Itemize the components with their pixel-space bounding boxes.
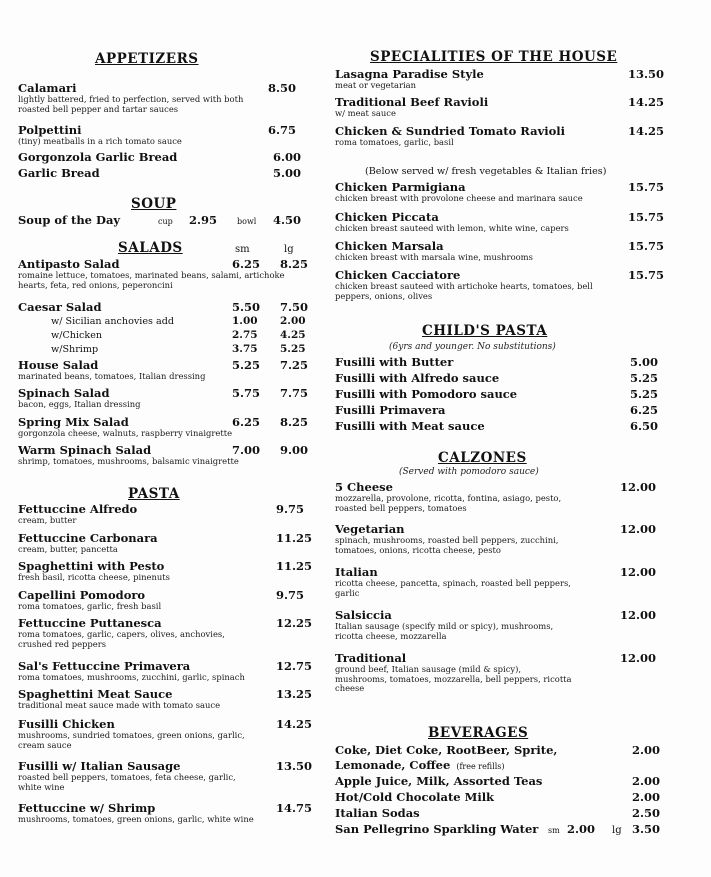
salad-item [18,329,310,342]
item-description: Italian sausage (specify mild or spicy), mushrooms, ricotta cheese, mozzarella [335,621,554,641]
calzone-item [335,523,665,555]
bowl-price: 4.50 [273,213,302,227]
item-price: 14.25 [628,124,665,138]
pasta-item [18,559,313,583]
salad-name: Spring Mix Salad [18,415,129,429]
childs-name: Fusilli with Pomodoro sauce [335,387,518,401]
beverage-name: San Pellegrino Sparkling Water [335,822,539,836]
childs-price: 6.50 [630,419,659,433]
salad-price-lg: 2.00 [280,315,306,327]
beverage-item [335,807,665,820]
childs-item [335,404,665,417]
beverage-name: Italian Sodas [335,806,420,820]
calzones-title: CALZONES [438,450,527,466]
item-price: 13.50 [276,759,313,773]
item-price: 12.00 [620,651,657,665]
salad-price-sm: 3.75 [232,343,258,355]
item-description: cream, butter, pancetta [18,544,118,554]
beverage-item [335,823,665,836]
item-description: spinach, mushrooms, roasted bell peppers, zucchini, tomatoes, onions, ricotta cheese, pesto [335,535,559,555]
item-name: Italian [335,565,378,579]
speciality-item [335,68,665,91]
soup-name: Soup of the Day [18,213,121,227]
childs-item [335,372,665,385]
item-name: Sal's Fettuccine Primavera [18,659,191,673]
pasta-item [18,531,313,555]
salad-price-lg: 7.75 [280,386,309,400]
item-price: 14.25 [628,95,665,109]
item-name: Garlic Bread [18,166,100,180]
item-description: ground beef, Italian sausage (mild & spicy), mushrooms, tomatoes, mozzarella, bell peppers, ricotta cheese [335,664,572,694]
pasta-item [18,659,313,683]
salad-item [18,258,310,290]
sm-header: sm [235,244,250,255]
salad-item [18,416,310,439]
beverage-item [335,775,665,788]
item-name: Chicken Parmigiana [335,180,466,194]
beverage-name: Lemonade, Coffee (free refills) [335,758,505,772]
item-name: Gorgonzola Garlic Bread [18,150,178,164]
item-price: 14.75 [276,801,313,815]
item-name: Salsiccia [335,608,392,622]
item-price: 9.75 [276,588,305,602]
chicken-item [335,211,665,234]
salad-item [18,387,310,410]
appetizer-item [18,151,310,164]
item-price: 15.75 [628,268,665,282]
item-name: Traditional Beef Ravioli [335,95,489,109]
item-price: 6.75 [268,123,297,137]
salad-description: marinated beans, tomatoes, Italian dressing [18,371,206,381]
salad-item [18,301,310,314]
calzone-item [335,609,665,641]
item-description: mushrooms, sundried tomatoes, green onions, garlic, cream sauce [18,730,245,750]
salad-item [18,444,310,467]
item-name: Chicken Cacciatore [335,268,461,282]
pasta-item [18,801,313,825]
item-price: 15.75 [628,239,665,253]
pasta-item [18,503,310,526]
item-price: 13.25 [276,687,313,701]
childs-name: Fusilli with Butter [335,355,454,369]
beverage-name: Coke, Diet Coke, RootBeer, Sprite, [335,743,558,757]
chicken-item [335,240,665,263]
item-name: Chicken & Sundried Tomato Ravioli [335,124,566,138]
salad-price-sm: 6.25 [232,415,261,429]
item-name: Spaghettini Meat Sauce [18,687,173,701]
salad-name: w/ Sicilian anchovies add [51,316,175,327]
childs-name: Fusilli with Meat sauce [335,419,485,433]
item-price: 8.50 [268,81,297,95]
item-price: 12.00 [620,480,657,494]
appetizer-item [18,82,310,114]
salad-description: shrimp, tomatoes, mushrooms, balsamic vinaigrette [18,456,239,466]
soup-item [18,214,310,227]
salad-description: gorgonzola cheese, walnuts, raspberry vinaigrette [18,428,233,438]
salad-name: House Salad [18,358,99,372]
salad-item [18,359,310,382]
calzone-item [335,566,665,598]
childs-name: Fusilli Primavera [335,403,446,417]
beverage-price: 2.00 [632,790,661,804]
salad-price-sm: 5.50 [232,300,261,314]
beverage-name: Hot/Cold Chocolate Milk [335,790,495,804]
item-description: roma tomatoes, garlic, capers, olives, anchovies, crushed red peppers [18,629,225,649]
item-description: mushrooms, tomatoes, green onions, garlic, white wine [18,814,254,824]
salad-price-sm: 5.25 [232,358,261,372]
item-name: Chicken Piccata [335,210,439,224]
item-name: Fusilli w/ Italian Sausage [18,759,181,773]
salads-title: SALADS [118,240,183,256]
chicken-item [335,181,665,204]
beverage-price: 2.00 [632,774,661,788]
salad-price-sm: 2.75 [232,329,258,341]
item-name: Spaghettini with Pesto [18,559,165,573]
childs-title: CHILD'S PASTA [422,323,548,339]
item-price: 13.50 [628,67,665,81]
item-description: traditional meat sauce made with tomato sauce [18,700,221,710]
item-price: 15.75 [628,180,665,194]
item-name: Traditional [335,651,407,665]
item-description: roma tomatoes, garlic, basil [335,137,454,147]
beverage-item [335,744,665,757]
item-price: 12.00 [620,608,657,622]
item-description: chicken breast with provolone cheese and marinara sauce [335,193,583,203]
beverage-extra: (free refills) [456,762,505,771]
sm-label: sm [548,826,560,835]
salad-price-lg: 8.25 [280,415,309,429]
item-price: 12.25 [276,616,313,630]
item-name: Calamari [18,81,77,95]
salad-price-lg: 9.00 [280,443,309,457]
item-description: fresh basil, ricotta cheese, pinenuts [18,572,170,582]
item-price: 12.75 [276,659,313,673]
salad-price-sm: 5.75 [232,386,261,400]
appetizer-item [18,124,310,147]
beverages-title: BEVERAGES [428,725,529,741]
appetizers-title: APPETIZERS [95,51,199,67]
childs-item [335,388,665,401]
cup-label: cup [158,217,173,226]
item-name: Fettuccine Alfredo [18,502,138,516]
item-description: roasted bell peppers, tomatoes, feta cheese, garlic, white wine [18,772,236,792]
item-description: roma tomatoes, garlic, fresh basil [18,601,162,611]
salad-item [18,343,310,356]
beverage-name: Apple Juice, Milk, Assorted Teas [335,774,543,788]
calzone-item [335,481,665,513]
pasta-title: PASTA [128,486,180,502]
item-name: Fusilli Chicken [18,717,115,731]
soup-title: SOUP [131,196,177,212]
item-name: Vegetarian [335,522,405,536]
pasta-item [18,616,313,649]
lg-price: 3.50 [632,822,661,836]
specialities-title: SPECIALITIES OF THE HOUSE [370,49,618,65]
pasta-item [18,717,313,750]
item-name: Lasagna Paradise Style [335,67,484,81]
childs-item [335,356,665,369]
beverage-item [335,791,665,804]
item-price: 12.00 [620,522,657,536]
item-price: 9.75 [276,502,305,516]
item-description: w/ meat sauce [335,108,396,118]
item-description: chicken breast sauteed with lemon, white wine, capers [335,223,569,233]
childs-price: 5.25 [630,371,659,385]
item-name: Chicken Marsala [335,239,444,253]
item-price: 6.00 [273,150,302,164]
item-price: 11.25 [276,531,313,545]
childs-price: 5.00 [630,355,659,369]
speciality-item [335,125,665,148]
salad-price-lg: 4.25 [280,329,306,341]
salad-price-sm: 6.25 [232,257,261,271]
childs-item [335,420,665,433]
item-description: cream, butter [18,515,77,525]
beverage-price: 2.50 [632,806,661,820]
pasta-item [18,687,313,711]
lg-header: lg [284,244,294,255]
salad-price-sm: 7.00 [232,443,261,457]
item-name: Fettuccine w/ Shrimp [18,801,156,815]
speciality-item [335,96,665,119]
salad-price-lg: 7.25 [280,358,309,372]
lg-label: lg [612,825,622,836]
item-description: chicken breast with marsala wine, mushrooms [335,252,533,262]
pasta-item [18,759,313,792]
salad-description: romaine lettuce, tomatoes, marinated beans, salami, artichoke hearts, feta, red onions, peperoncini [18,270,285,290]
salad-description: bacon, eggs, Italian dressing [18,399,141,409]
item-description: chicken breast sauteed with artichoke hearts, tomatoes, bell peppers, onions, olives [335,281,593,301]
item-description: roma tomatoes, mushrooms, zucchini, garlic, spinach [18,672,245,682]
salad-price-sm: 1.00 [232,315,258,327]
beverage-price: 2.00 [632,743,661,757]
chicken-item [335,269,665,301]
item-description: (tiny) meatballs in a rich tomato sauce [18,136,182,146]
item-name: Polpettini [18,123,82,137]
childs-price: 6.25 [630,403,659,417]
item-price: 5.00 [273,166,302,180]
calzones-subtitle: (Served with pomodoro sauce) [399,467,539,477]
salad-price-lg: 8.25 [280,257,309,271]
salad-name: Warm Spinach Salad [18,443,152,457]
item-price: 14.25 [276,717,313,731]
salad-name: w/Chicken [51,330,103,341]
salad-name: Spinach Salad [18,386,110,400]
specialities-note: (Below served w/ fresh vegetables & Italian fries) [365,166,607,177]
item-name: Fettuccine Carbonara [18,531,158,545]
beverage-item [335,759,665,773]
calzone-item [335,652,665,694]
childs-subtitle: (6yrs and younger. No substitutions) [389,342,556,352]
childs-price: 5.25 [630,387,659,401]
pasta-item [18,589,310,612]
childs-name: Fusilli with Alfredo sauce [335,371,500,385]
sm-price: 2.00 [567,822,596,836]
item-description: mozzarella, provolone, ricotta, fontina, asiago, pesto, roasted bell peppers, tomatoes [335,493,562,513]
item-description: lightly battered, fried to perfection, served with both roasted bell pepper and tartar sauces [18,94,244,114]
item-name: 5 Cheese [335,480,393,494]
appetizer-item [18,167,310,180]
item-description: meat or vegetarian [335,80,417,90]
item-price: 11.25 [276,559,313,573]
salad-name: Antipasto Salad [18,257,120,271]
item-name: Capellini Pomodoro [18,588,146,602]
item-name: Fettuccine Puttanesca [18,616,162,630]
bowl-label: bowl [237,217,257,226]
salad-name: w/Shrimp [51,344,99,355]
salad-price-lg: 7.50 [280,300,309,314]
salad-item [18,315,310,328]
salad-name: Caesar Salad [18,300,102,314]
item-price: 12.00 [620,565,657,579]
item-description: ricotta cheese, pancetta, spinach, roasted bell peppers, garlic [335,578,571,598]
salad-price-lg: 5.25 [280,343,306,355]
cup-price: 2.95 [189,213,218,227]
item-price: 15.75 [628,210,665,224]
